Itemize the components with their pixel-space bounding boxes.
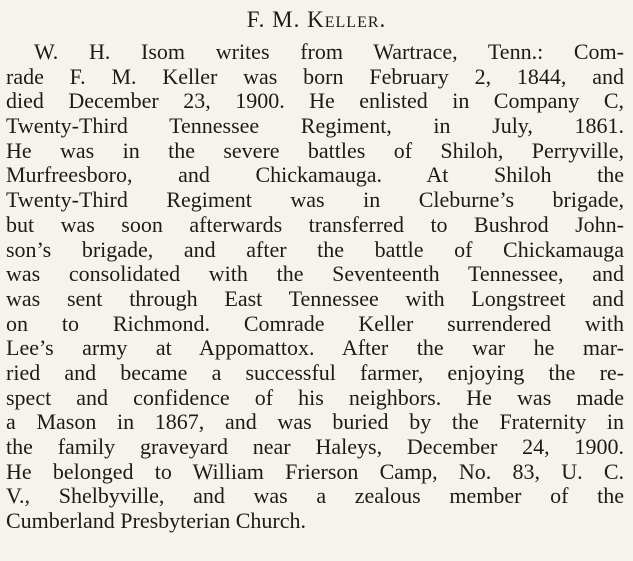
article-line-15: spect and confidence of his neighbors. He was made xyxy=(6,384,624,410)
article-line-6: Murfreesboro, and Chickamauga. At Shiloh the xyxy=(6,162,624,188)
article-line-1: W. H. Isom writes from Wartrace, Tenn.: Com- xyxy=(34,39,624,64)
article-line-19: V., Shelbyville, and was a zealous member of the xyxy=(6,483,624,509)
article-title xyxy=(0,6,633,34)
article-line-17: the family graveyard near Haleys, December 24, 1900. xyxy=(6,434,624,459)
article-line-13: Lee’s army at Appomattox. After the war he mar- xyxy=(6,335,624,361)
article-body xyxy=(6,40,624,534)
article-line-11: was sent through East Tennessee with Longstreet and xyxy=(6,285,624,311)
article-line-14: ried and became a successful farmer, enjoying the re- xyxy=(6,359,624,385)
article-line-18: He belonged to William Frierson Camp, No. 83, U. C. xyxy=(6,458,624,484)
article-line-5: He was in the severe battles of Shiloh, Perryville, xyxy=(6,137,624,163)
article-line-4: Twenty-Third Tennessee Regiment, in July, 1861. xyxy=(6,113,624,139)
article-line-8: but was soon afterwards transferred to Bushrod John- xyxy=(6,211,624,237)
article-line-9: son’s brigade, and after the battle of Chickamauga xyxy=(6,236,624,262)
article-line-7: Twenty-Third Regiment was in Cleburne’s brigade, xyxy=(6,187,624,213)
article-line-3: died December 23, 1900. He enlisted in Company C, xyxy=(6,88,624,114)
article-line-20: Cumberland Presbyterian Church. xyxy=(6,508,306,534)
article-line-16: a Mason in 1867, and was buried by the Fraternity in xyxy=(6,409,624,435)
article-line-10: was consolidated with the Seventeenth Tennessee, and xyxy=(6,261,624,287)
article-title-text: F. M. Keller. xyxy=(246,7,387,32)
article-line-2: rade F. M. Keller was born February 2, 1844, and xyxy=(6,63,624,89)
article-line-12: on to Richmond. Comrade Keller surrendered with xyxy=(6,310,624,336)
